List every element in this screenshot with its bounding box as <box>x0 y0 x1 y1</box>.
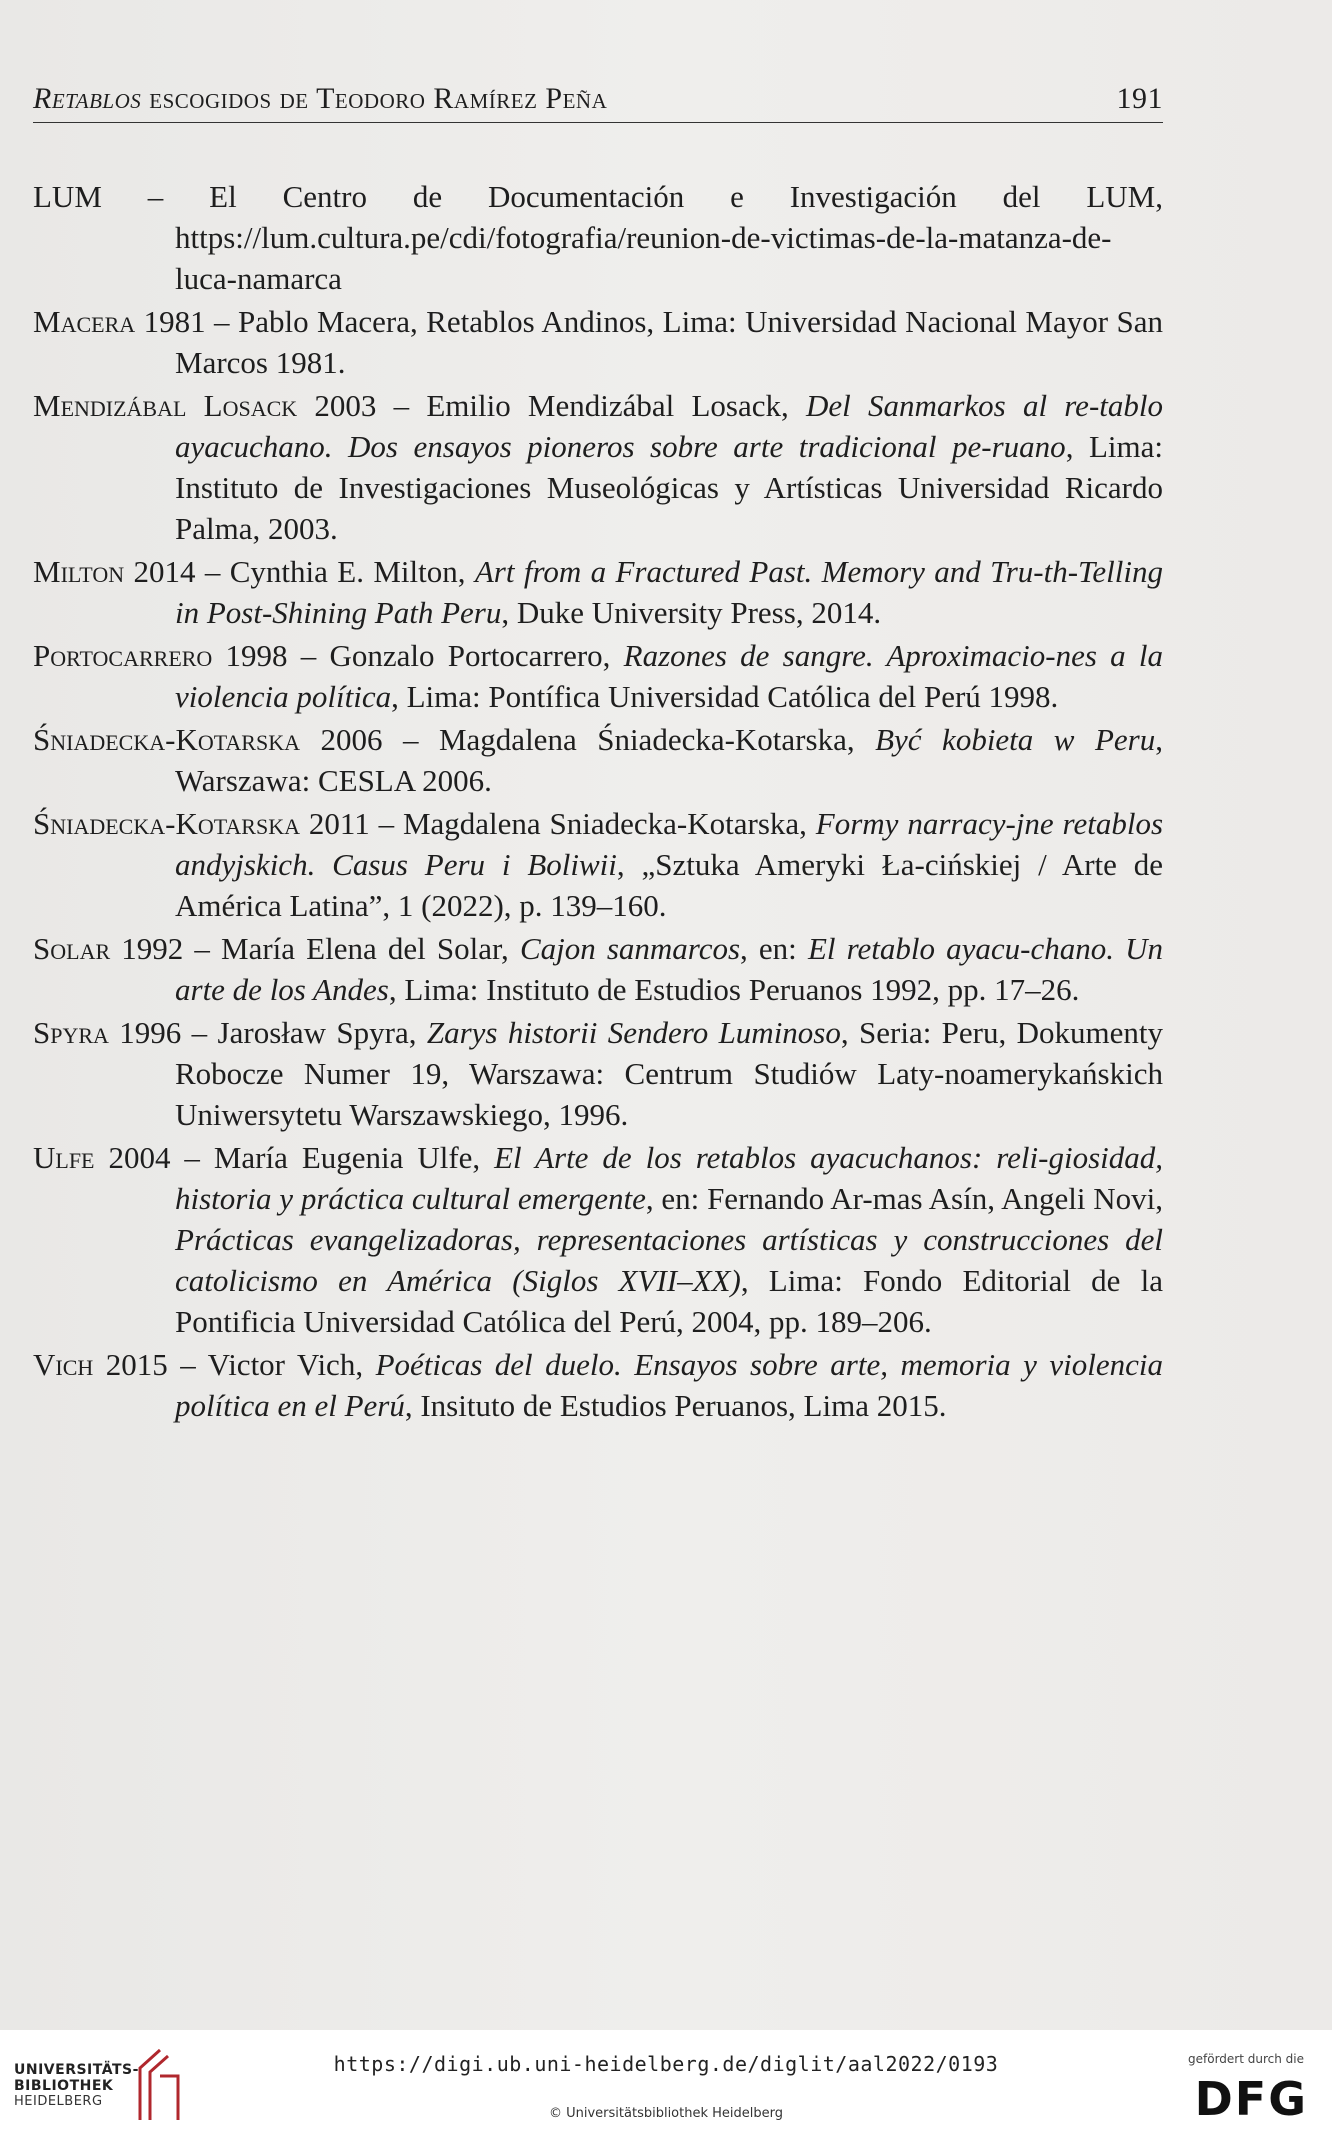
bibliography-entry: LUM – El Centro de Documentación e Investigación del LUM, https://lum.cultura.pe/cdi/fotografia/reunion-de-victimas-de-la-matanza-de-luca-namarca <box>33 179 1163 296</box>
ub-heidelberg-logo[interactable]: UNIVERSITÄTS- BIBLIOTHEK HEIDELBERG <box>14 2062 139 2109</box>
bibliography-list <box>33 176 1163 1428</box>
bibliography-entry: Solar 1992 – María Elena del Solar, Cajon sanmarcos, en: El retablo ayacu-chano. Un arte de los Andes, Lima: Instituto de Estudios Peruanos 1992, pp. 17–26. <box>33 931 1164 1007</box>
bibliography-entry: Spyra 1996 – Jarosław Spyra, Zarys historii Sendero Luminoso, Seria: Peru, Dokumenty Robocze Numer 19, Warszawa: Centrum Studiów Laty-noamerykańskich Uniwersytetu Warszawskiego, 1996. <box>33 1015 1163 1132</box>
dfg-logo[interactable]: DFG <box>1194 2072 1308 2126</box>
bibliography-entry: Mendizábal Losack 2003 – Emilio Mendizábal Losack, Del Sanmarkos al re-tablo ayacuchano. Dos ensayos pioneros sobre arte tradicional pe-ruano, Lima: Instituto de Investigaciones Museológicas y Artísticas Universidad Ricardo Palma, 2003. <box>33 388 1163 546</box>
bibliography-entry: Portocarrero 1998 – Gonzalo Portocarrero, Razones de sangre. Aproximacio-nes a la violencia política, Lima: Pontífica Universidad Católica del Perú 1998. <box>33 638 1163 714</box>
bibliography-entry: Śniadecka-Kotarska 2006 – Magdalena Śniadecka-Kotarska, Być kobieta w Peru, Warszawa: CESLA 2006. <box>33 722 1163 798</box>
bibliography-entry: Vich 2015 – Victor Vich, Poéticas del duelo. Ensayos sobre arte, memoria y violencia política en el Perú, Insituto de Estudios Peruanos, Lima 2015. <box>33 1347 1163 1423</box>
running-title: Retablos escogidos de Teodoro Ramírez Peña <box>33 82 608 115</box>
running-head <box>33 82 1163 123</box>
page-number: 191 <box>1116 82 1163 115</box>
bibliography-entry: Milton 2014 – Cynthia E. Milton, Art from a Fractured Past. Memory and Tru-th-Telling in Post-Shining Path Peru, Duke University Press, 2014. <box>33 554 1164 630</box>
bibliography-entry: Śniadecka-Kotarska 2011 – Magdalena Sniadecka-Kotarska, Formy narracy-jne retablos andyjskich. Casus Peru i Boliwii, „Sztuka Ameryki Ła-cińskiej / Arte de América Latina”, 1 (2022), p. 139–160. <box>33 806 1164 923</box>
copyright-notice: © Universitätsbibliothek Heidelberg <box>548 2106 783 2121</box>
funder-note: gefördert durch die <box>1188 2052 1304 2066</box>
digitization-footer <box>0 2030 1332 2138</box>
bibliography-entry: Ulfe 2004 – María Eugenia Ulfe, El Arte de los retablos ayacuchanos: reli-giosidad, historia y práctica cultural emergente, en: Fernando Ar-mas Asín, Angeli Novi, Prácticas evangelizadoras, representaciones artísticas y construcciones del catolicismo en América (Siglos XVII–XX), Lima: Fondo Editorial de la Pontificia Universidad Católica del Perú, 2004, pp. 189–206. <box>33 1140 1164 1339</box>
bibliography-entry: Macera 1981 – Pablo Macera, Retablos Andinos, Lima: Universidad Nacional Mayor San Marcos 1981. <box>33 304 1163 380</box>
permalink-url[interactable]: https://digi.ub.uni-heidelberg.de/diglit/aal2022/0193 <box>333 2052 999 2076</box>
